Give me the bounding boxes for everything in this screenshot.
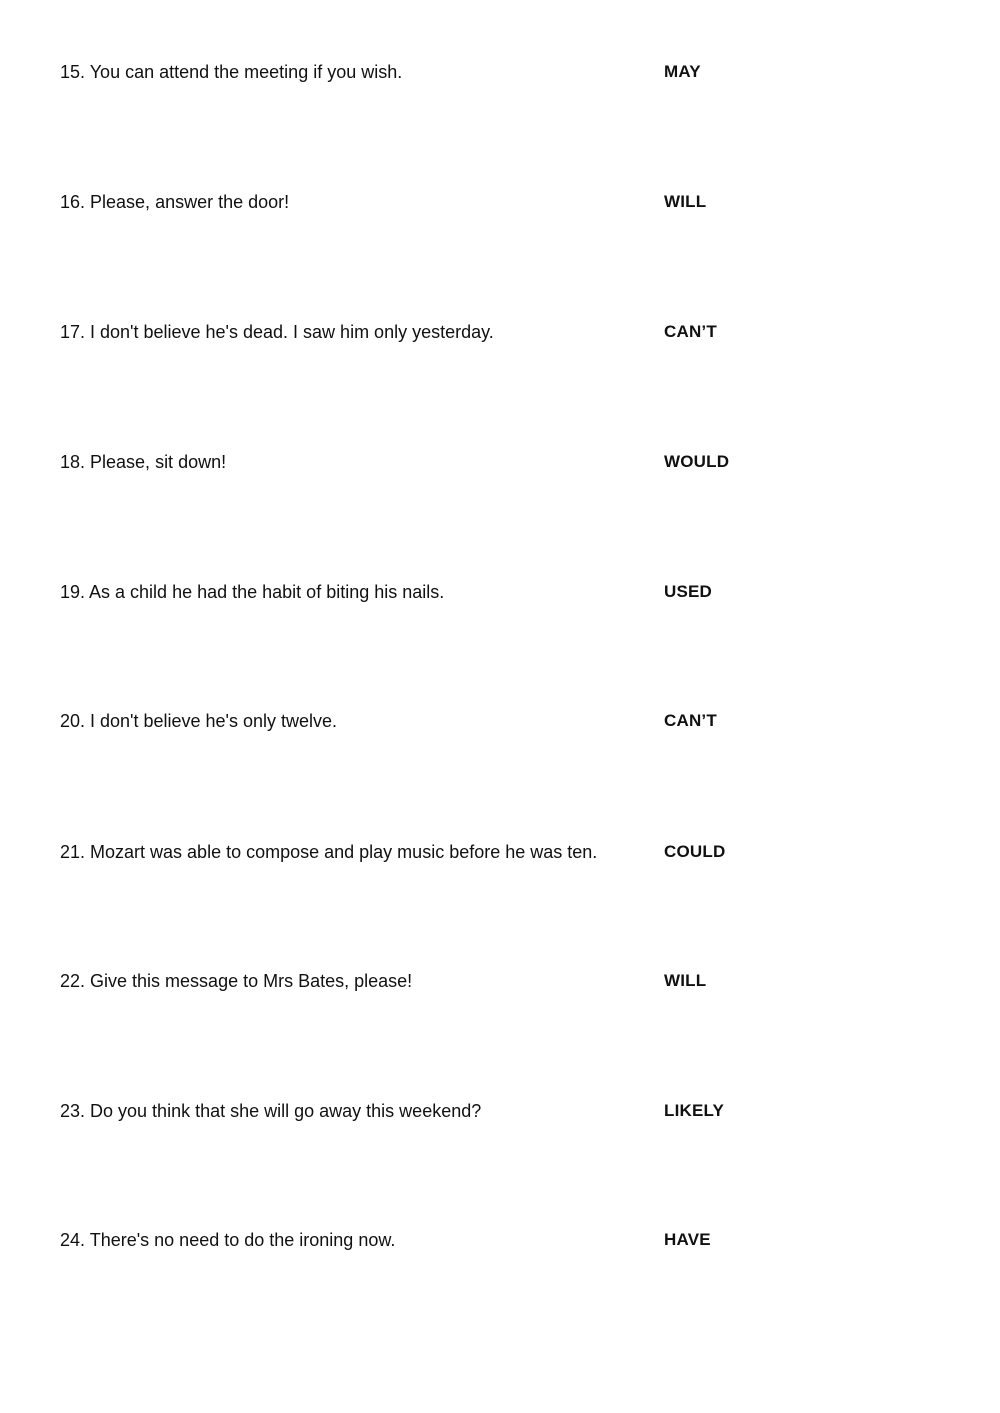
exercise-item-20 [0, 706, 1000, 736]
item-sentence: 16. Please, answer the door! [60, 192, 290, 212]
exercise-item-15 [0, 57, 1000, 87]
item-keyword: HAVE [664, 1230, 711, 1249]
item-sentence: 20. I don't believe he's only twelve. [60, 711, 338, 731]
item-keyword: COULD [664, 842, 726, 861]
item-keyword: CAN’T [664, 322, 717, 341]
item-sentence: 24. There's no need to do the ironing now. [60, 1230, 396, 1250]
item-keyword: MAY [664, 62, 701, 81]
exercise-item-21 [0, 837, 1000, 867]
item-keyword: WILL [664, 192, 707, 211]
item-keyword: USED [664, 582, 713, 601]
exercise-item-19 [0, 577, 1000, 607]
item-keyword: WILL [664, 971, 707, 990]
exercise-item-23 [0, 1096, 1000, 1126]
exercise-item-22 [0, 966, 1000, 996]
item-sentence: 23. Do you think that she will go away this weekend? [60, 1101, 482, 1121]
item-sentence: 17. I don't believe he's dead. I saw him only yesterday. [60, 322, 494, 342]
exercise-item-17 [0, 317, 1000, 347]
item-sentence: 21. Mozart was able to compose and play music before he was ten. [60, 842, 598, 862]
exercise-item-16 [0, 187, 1000, 217]
item-sentence: 22. Give this message to Mrs Bates, please! [60, 971, 413, 991]
item-keyword: WOULD [664, 452, 730, 471]
item-sentence: 15. You can attend the meeting if you wish. [60, 62, 403, 82]
item-keyword: LIKELY [664, 1101, 725, 1120]
item-sentence: 18. Please, sit down! [60, 452, 227, 472]
exercise-item-24 [0, 1225, 1000, 1255]
item-sentence: 19. As a child he had the habit of biting his nails. [60, 582, 445, 602]
item-keyword: CAN’T [664, 711, 717, 730]
exercise-item-18 [0, 447, 1000, 477]
